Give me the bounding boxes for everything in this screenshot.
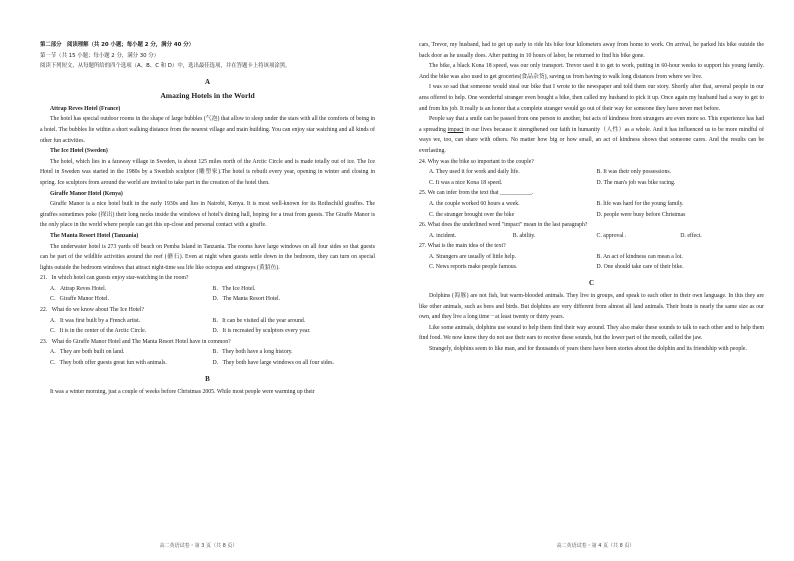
option: C. It was a nice Kona 18 speed. — [429, 179, 503, 186]
option: D. effect. — [680, 232, 702, 239]
passage-a-letter: A — [204, 77, 211, 86]
question-options — [40, 284, 375, 305]
hotel-description: Giraffe Manor is a nice hotel built in the early 1930s and lies in Nairobi, Kenya. It is most well-known for its Rothschild giraffes. The giraffes sometimes poke (探出) their long necks inside the windows of hotel's dining hall, hoping for a treat from guests. The Giraffe Manor is the only place in the world where people can get this up-close and personal contact with a giraffe. — [40, 201, 375, 229]
question-stem: 22．What do we know about The Ice Hotel? — [40, 307, 145, 314]
option: C. News reports make people famous. — [429, 264, 518, 271]
question-stem: 27. What is the main idea of the text? — [419, 243, 506, 250]
passage-b-paragraph: The bike, a black Kona 18 speed, was our only transport. Trevor used it to get to work, putting in 60-hour weeks to support his young family. And the bike was also used to get groceries(食品杂货), saving us from having to walk long distances from where we live. — [419, 63, 764, 80]
passage-c-paragraph: Strangely, dolphins seem to like man, and for thousands of years there have been stories about the dolphin and its friendship with people. — [429, 346, 747, 353]
question-stem: 23．What do Giraffe Manor Hotel and The Manta Resort Hotel have in common? — [40, 338, 231, 345]
option: A. They used it for work and daily life. — [429, 169, 520, 176]
option: B. An act of kindness can mean a lot. — [596, 253, 683, 260]
passage-b-letter: B — [205, 374, 210, 383]
option: B. It was their only possessions. — [596, 169, 672, 176]
hotel-description: The hotel, which lies in a faraway village in Sweden, is about 125 miles north of the Arctic Circle and is made totally out of ice. The Ice Hotel in Sweden was started in the 1980s by a Swedish sculptor (雕塑家).The hotel is rebuilt every year, opening in winter and closing in spring. Ice sculptors from around the world are invited to take part in the creation of the hotel then. — [40, 158, 375, 186]
option: C．It is in the center of the Arctic Circle. — [50, 328, 147, 335]
option: A. Strangers are usually of little help. — [429, 253, 516, 260]
hotel-name: The Ice Hotel (Sweden) — [50, 148, 108, 155]
option: A. incident. — [429, 232, 457, 239]
option: B. ability. — [512, 232, 536, 239]
question-options — [419, 252, 764, 273]
question-options — [419, 167, 764, 188]
passage-b-start: It was a winter morning, just a couple of weeks before Christmas 2005. While most people were warming up their — [50, 388, 315, 395]
option: A．It was first built by a French artist. — [50, 317, 141, 324]
page-footer: 高二英语试卷・第 3 页（共 8 页） — [159, 543, 238, 549]
option: D. The man's job was bike racing. — [596, 179, 676, 186]
option: B．It can be visited all the year around. — [212, 317, 306, 324]
right-page — [397, 0, 794, 561]
hotel-name: The Manta Resort Hotel (Tanzania) — [50, 232, 139, 239]
hotel-name: Attrap Reves Hotel (France) — [50, 105, 121, 112]
option: B．The Ice Hotel. — [212, 285, 256, 292]
instructions: 阅读下列短文，从每题所给的四个选项（A、B、C 和 D）中，选出最佳选项，并在答题卡上将该项涂黑。 — [40, 63, 291, 70]
passage-b-paragraph: I was so sad that someone would steal our bike that I wrote to the newspaper and told them our story. Shortly after that, several people in our area offered to help. One wonderful stranger even bought a bike, then called my husband to pick it up. Once again my husband had a way to get to and from his job. It really is an honor that a complete stranger would go out of their way for someone they have never met before. — [419, 84, 764, 112]
option: D．They both have large windows on all four sides. — [212, 360, 334, 367]
option: D. people were busy before Christmas — [596, 211, 686, 218]
option: A. the couple worked 60 hours a week. — [429, 200, 520, 207]
hotel-description: The underwater hotel is 273 yards off beach on Pemba Island in Tanzania. The rooms have large windows on all four sides so that guests can be part of the wildlife activities around the reef (礁石). Even at night when guests settle down in the bedroom, they can turn on special lights outside the bedroom windows that attract night-time sea life like octopus and stingrays (黄貂鱼). — [40, 243, 375, 271]
hotel-name: Giraffe Manor Hotel (Kenya) — [50, 190, 123, 197]
question-options — [419, 231, 764, 242]
option: C. the stranger brought over the bike — [429, 211, 515, 218]
option: D．The Manta Resort Hotel. — [212, 296, 281, 303]
question-stem: 24. Why was the bike so important to the couple? — [419, 158, 534, 165]
option: D．It is recreated by sculptors every year. — [212, 328, 311, 335]
option: A．They are both built on land. — [50, 349, 125, 356]
option: B. life was hard for the young family. — [596, 200, 684, 207]
question-stem: 25. We can infer from the text that ___________. — [419, 190, 534, 197]
passage-c-letter: C — [588, 279, 595, 288]
passage-b-paragraph: cars, Trevor, my husband, had to get up early to ride his bike four kilometers away from home to work. On arrival, he parked his bike outside the back door as he usually does. After putting in 10 hours of labor, he returned to find his bike gone. — [419, 42, 764, 59]
option: C．Giraffe Manor Hotel. — [50, 296, 109, 303]
passage-c-paragraph: Like some animals, dolphins use sound to help them find their way around. They also make these sounds to talk to each other and to help them find food. We now know they do not use their ears to receive these sounds, but the lower part of the mouth, called the jaw. — [419, 324, 764, 342]
option: C．They both offer guests great fun with animals. — [50, 360, 167, 367]
option: B．They both have a long history. — [212, 349, 293, 356]
question-stem: 26. What does the underlined word "impact" mean in the last paragraph? — [419, 222, 588, 229]
section-heading: 第一节（共 15 小题；每小题 2 分，满分 30 分） — [40, 52, 160, 59]
question-options — [40, 316, 375, 337]
question-stem: 21．In which hotel can guests enjoy star-watching in the room? — [40, 275, 189, 282]
option: A．Attrap Reves Hotel. — [50, 285, 107, 292]
part-heading: 第二部分 阅读理解（共 20 小题；每小题 2 分，满分 40 分） — [40, 42, 194, 48]
option: D. One should take care of their bike. — [596, 264, 684, 271]
hotel-description: The hotel has special outdoor rooms in the shape of large bubbles (气泡) that allow to sleep under the stars with all the comforts of being in a hotel. The bubbles lie within a short walking distance from the nearest village and main building. You can enjoy star watching and all kinds of other fun activities. — [40, 116, 375, 144]
passage-c-paragraph: Dolphins (海豚) are not fish, but warm-blooded animals. They live in groups, and speak to each other in their own language. In this they are like other animals, such as bees and birds. But dolphins are very different from almost all land animals. Their brain is nearly the same size as our own, and they live a long time－at least twenty or thirty years. — [419, 293, 764, 321]
passage-b-paragraph: People say that a smile can be passed from one person to another, but acts of kindness from strangers are even more so. This experience has had a spreading impact in our lives because it strengthened our faith in humanity（人性）as a whole. And it has influenced us to be more mindful of ways we, too, can share with others. No matter how big or how small, an act of kindness shows that someone cares. And the results can be everlasting. — [419, 116, 764, 154]
page-footer: 高二英语试卷・第 4 页（共 8 页） — [556, 543, 635, 549]
option: C. approval . — [596, 232, 627, 239]
passage-a-title: Amazing Hotels in the World — [160, 90, 255, 100]
question-options — [419, 199, 764, 220]
question-options — [40, 347, 375, 368]
underlined-word-impact: impact — [447, 126, 464, 133]
